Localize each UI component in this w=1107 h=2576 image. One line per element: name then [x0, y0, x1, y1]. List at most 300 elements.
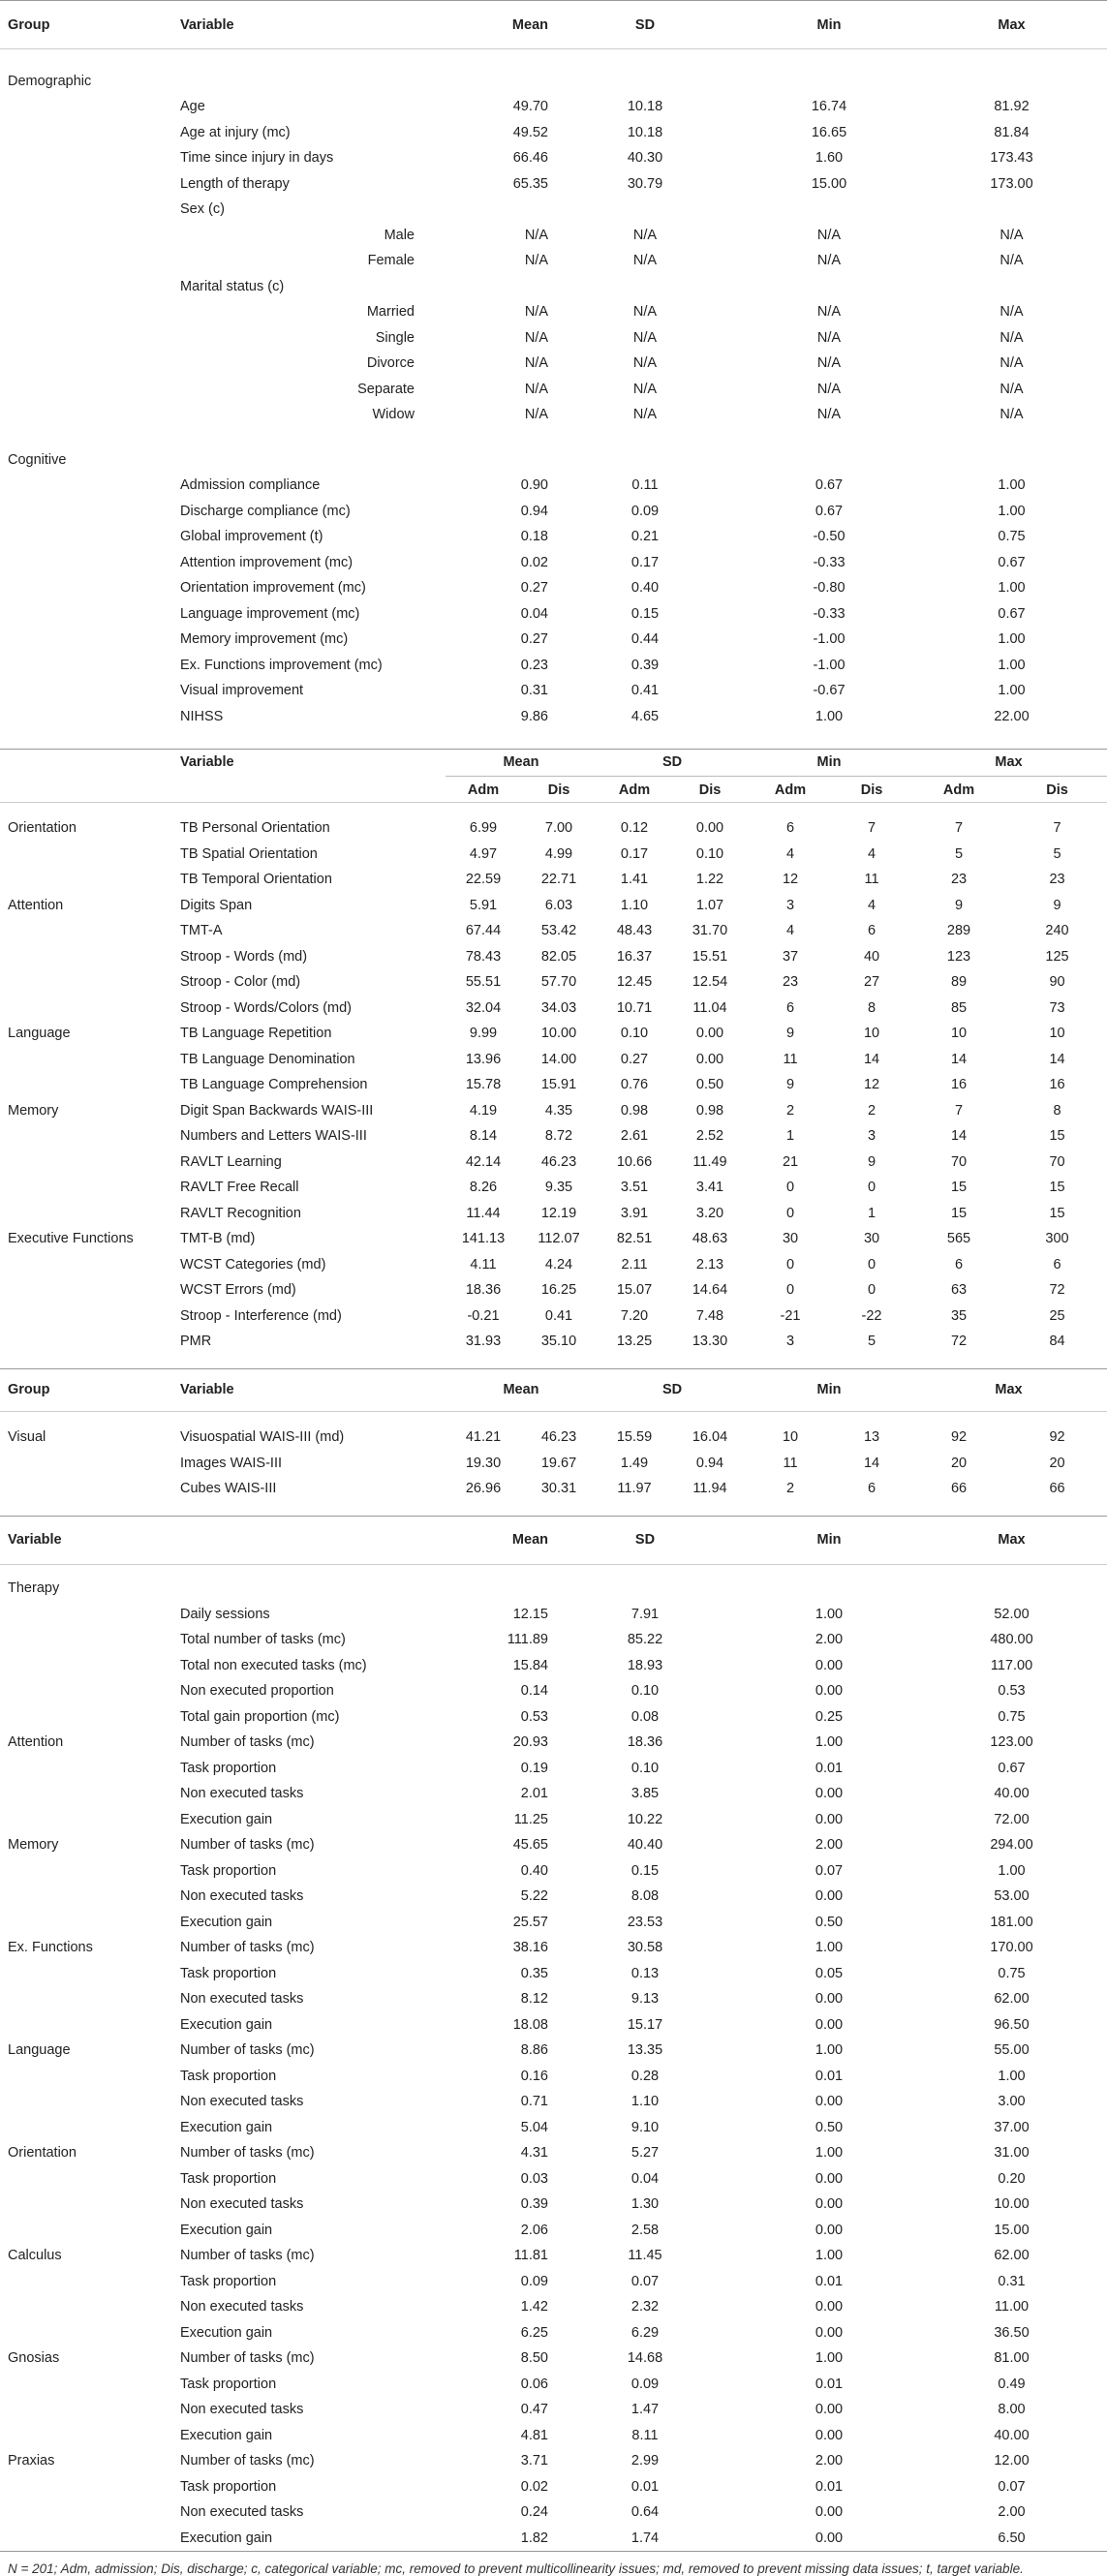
sd-value: 1.74: [548, 2526, 742, 2552]
min-dis-value: 8: [867, 999, 876, 1016]
empty-cell: [0, 2012, 180, 2039]
table-row: [0, 601, 1107, 628]
max-value: 96.50: [994, 2016, 1030, 2033]
sd-adm-value: 48.43: [616, 923, 653, 939]
sd-value: 13.35: [627, 2042, 663, 2059]
mean-adm-value: 67.44: [465, 923, 502, 939]
min-value: 0.25: [815, 1708, 844, 1725]
mean-value: 0.16: [520, 2068, 548, 2084]
subcategory-label: Separate: [357, 381, 415, 397]
max-adm-value: 63: [950, 1282, 968, 1299]
max-value: 31.00: [994, 2145, 1030, 2162]
sd-adm-value: 1.10: [620, 897, 649, 913]
sd-value: 15.17: [627, 2016, 663, 2033]
max-adm-value: 15: [950, 1205, 968, 1221]
min-value: N/A: [816, 381, 842, 397]
empty-cell: [742, 1576, 916, 1602]
table-row: [0, 1704, 1107, 1731]
table-row: [0, 1858, 1107, 1885]
empty-cell: [0, 1329, 180, 1355]
max-adm-value: 66: [950, 1481, 968, 1497]
variable-label: Number of tasks (mc): [180, 1837, 315, 1854]
mean-value: 18.08: [512, 2016, 548, 2033]
empty-cell: [0, 1451, 180, 1477]
empty-cell: [0, 1175, 180, 1201]
max-adm-value: 89: [950, 974, 968, 991]
min-value: 0.67: [815, 477, 844, 494]
variable-label: TMT-A: [180, 923, 223, 939]
empty-cell: [548, 69, 742, 95]
max-value: 1.00: [998, 631, 1026, 648]
variable-label: Stroop - Words/Colors (md): [180, 999, 352, 1016]
spacer-row: [0, 49, 1107, 69]
max-value: 55.00: [994, 2042, 1030, 2059]
max-adm-value: 289: [946, 923, 971, 939]
max-dis-value: 90: [1049, 974, 1065, 991]
mean-value: N/A: [524, 381, 548, 397]
min-dis-value: 0: [867, 1282, 876, 1299]
sd-adm-value: 10.71: [616, 999, 653, 1016]
mean-value: 12.15: [512, 1606, 548, 1622]
table-header-row: [0, 1368, 1107, 1411]
empty-cell: [742, 69, 916, 95]
mean-value: 2.01: [520, 1786, 548, 1802]
mean-dis-value: 19.67: [540, 1455, 577, 1471]
max-dis-value: 5: [1053, 845, 1061, 862]
mean-adm-value: 5.91: [469, 897, 498, 913]
max-value: 81.92: [994, 99, 1030, 115]
max-dis-value: 15: [1049, 1128, 1065, 1145]
min-value: 0.01: [815, 2376, 844, 2392]
mean-value: 45.65: [512, 1837, 548, 1854]
mean-adm-value: 55.51: [465, 974, 502, 991]
sd-value: 8.11: [631, 2427, 659, 2443]
min-dis-value: 6: [867, 923, 876, 939]
table-row: [0, 2166, 1107, 2193]
min-value: 0.50: [815, 2119, 844, 2135]
empty-cell: [0, 2423, 180, 2449]
sd-value: 14.68: [627, 2350, 663, 2367]
variable-label: Non executed tasks: [180, 2196, 304, 2213]
table-row: [0, 550, 1107, 576]
empty-cell: [0, 1986, 180, 2012]
max-adm-value: 5: [954, 845, 964, 862]
sd-dis-value: 11.04: [692, 999, 727, 1016]
min-value: 0.00: [815, 2504, 844, 2521]
sd-adm-value: 0.17: [620, 845, 649, 862]
visual-tests-table: [0, 1368, 1107, 1516]
max-dis-value: 15: [1049, 1205, 1065, 1221]
sd-adm-value: 13.25: [616, 1334, 653, 1350]
col-header-mean: Mean: [446, 750, 597, 776]
max-value: 1.00: [998, 683, 1026, 699]
variable-label: Global improvement (t): [180, 529, 323, 545]
sd-dis-value: 3.41: [695, 1180, 724, 1196]
sd-adm-value: 3.91: [620, 1205, 649, 1221]
sd-dis-value: 48.63: [692, 1231, 728, 1247]
demographic-cognitive-table: [0, 0, 1107, 749]
mean-value: 0.40: [520, 1862, 548, 1879]
empty-cell: [0, 2192, 180, 2218]
variable-label: Non executed tasks: [180, 2094, 304, 2110]
sd-value: 10.18: [627, 124, 663, 140]
variable-label: Execution gain: [180, 1811, 273, 1827]
sd-value: 0.15: [630, 605, 660, 622]
min-value: 0.00: [815, 2324, 844, 2341]
min-value: 0.00: [815, 2196, 844, 2213]
max-value: 1.00: [998, 2068, 1026, 2084]
spacer-row: [0, 428, 1107, 447]
empty-cell: [422, 69, 548, 95]
min-adm-value: 4: [785, 923, 795, 939]
max-adm-value: 123: [946, 948, 971, 965]
spacer-row: [0, 802, 1107, 815]
col-header-sd: SD: [548, 1, 742, 49]
mean-value: 0.31: [520, 683, 548, 699]
group-row: [0, 69, 1107, 95]
table-row: [0, 1425, 1107, 1451]
sd-value: 0.44: [630, 631, 660, 648]
table-row: [0, 996, 1107, 1022]
col-header-max: Max: [910, 750, 1107, 776]
mean-value: 0.14: [520, 1683, 548, 1700]
mean-adm-value: 8.14: [469, 1128, 498, 1145]
empty-cell: [0, 1201, 180, 1227]
mean-value: N/A: [524, 329, 548, 346]
variable-label: Age: [180, 99, 205, 115]
mean-dis-value: 8.72: [544, 1128, 573, 1145]
sd-value: 2.99: [630, 2453, 660, 2469]
sd-value: 0.09: [630, 503, 660, 519]
mean-adm-value: 4.19: [469, 1102, 498, 1119]
table-row: [0, 2269, 1107, 2295]
col-header-min: Min: [742, 1516, 916, 1564]
min-value: 0.50: [815, 1914, 844, 1930]
sd-value: 2.58: [630, 2222, 660, 2238]
empty-cell: [0, 1807, 180, 1833]
min-value: -1.00: [813, 631, 846, 648]
min-adm-value: 12: [782, 872, 799, 888]
mean-value: 15.84: [512, 1657, 548, 1673]
min-value: 0.05: [815, 1965, 844, 1981]
min-value: -1.00: [813, 657, 846, 673]
subcategory-label: Divorce: [366, 355, 415, 372]
mean-value: 38.16: [512, 1940, 548, 1956]
min-value: 0.07: [815, 1862, 844, 1879]
sd-dis-value: 31.70: [692, 923, 728, 939]
min-value: 2.00: [815, 2453, 844, 2469]
min-value: 0.00: [815, 1786, 844, 1802]
max-value: [916, 274, 1107, 300]
mean-adm-value: 4.97: [469, 845, 498, 862]
max-value: 123.00: [990, 1734, 1033, 1751]
variable-label: RAVLT Learning: [180, 1153, 282, 1170]
table-row: [0, 2115, 1107, 2141]
mean-value: 0.71: [520, 2094, 548, 2110]
mean-value: 4.31: [520, 2145, 548, 2162]
mean-adm-value: 141.13: [461, 1231, 506, 1247]
variable-label: Memory improvement (mc): [180, 631, 349, 648]
min-value: N/A: [816, 304, 842, 321]
variable-label: Digit Span Backwards WAIS-III: [180, 1102, 374, 1119]
table-row: [0, 1678, 1107, 1704]
sd-value: 6.29: [630, 2324, 660, 2341]
mean-adm-value: 8.26: [469, 1180, 498, 1196]
mean-adm-value: 42.14: [465, 1153, 502, 1170]
mean-value: 0.94: [520, 503, 548, 519]
col-header-max: Max: [916, 1516, 1107, 1564]
max-adm-value: 16: [950, 1077, 968, 1093]
empty-cell: [0, 842, 180, 868]
empty-cell: [0, 2269, 180, 2295]
empty-cell: [0, 2089, 180, 2115]
col-header-max: Max: [916, 1, 1107, 49]
group-label: Memory: [8, 1837, 59, 1854]
mean-dis-value: 4.24: [544, 1256, 573, 1273]
table-row: [0, 1175, 1107, 1201]
min-adm-value: 30: [782, 1231, 799, 1247]
sd-value: 0.41: [630, 683, 660, 699]
mean-adm-value: 19.30: [465, 1455, 502, 1471]
group-label: Praxias: [8, 2453, 55, 2469]
col-header-sd: SD: [548, 1516, 742, 1564]
table-subheader-row: [0, 776, 1107, 803]
table-row: [0, 120, 1107, 146]
empty-cell: [0, 145, 180, 171]
spacer-row: [0, 1564, 1107, 1576]
variable-label: Number of tasks (mc): [180, 2145, 315, 2162]
variable-label: Task proportion: [180, 2273, 277, 2289]
max-value: N/A: [999, 355, 1024, 372]
empty-cell: [0, 2526, 180, 2552]
sd-value: 7.91: [630, 1606, 660, 1622]
mean-value: 0.23: [520, 657, 548, 673]
group-label: Attention: [8, 1734, 64, 1751]
sd-adm-value: 10.66: [616, 1153, 653, 1170]
col-header-mean: Mean: [422, 1516, 548, 1564]
table-row: [0, 2320, 1107, 2346]
sd-dis-value: 0.50: [695, 1077, 724, 1093]
empty-cell: [548, 447, 742, 474]
empty-cell: [0, 1781, 180, 1807]
group-label: Gnosias: [8, 2350, 60, 2367]
min-dis-value: 40: [863, 948, 880, 965]
max-dis-value: 8: [1053, 1102, 1061, 1119]
empty-cell: [0, 1476, 180, 1502]
mean-value: 0.19: [520, 1760, 548, 1776]
mean-dis-value: 35.10: [540, 1334, 577, 1350]
sd-dis-value: 12.54: [692, 974, 728, 991]
sd-dis-value: 14.64: [692, 1282, 728, 1299]
group-label: Calculus: [8, 2248, 62, 2264]
max-dis-value: 10: [1049, 1026, 1065, 1042]
sd-value: 18.93: [627, 1657, 663, 1673]
empty-cell: [0, 2320, 180, 2346]
mean-value: 5.22: [520, 1888, 548, 1905]
min-value: 16.74: [811, 99, 847, 115]
table-row: [0, 223, 1107, 249]
sd-value: 1.30: [630, 2196, 660, 2213]
mean-dis-value: 34.03: [540, 999, 577, 1016]
table-row: [0, 1226, 1107, 1252]
max-dis-value: 84: [1049, 1334, 1065, 1350]
sd-value: 4.65: [630, 708, 660, 724]
max-value: 40.00: [994, 2427, 1030, 2443]
table-row: [0, 274, 1107, 300]
mean-dis-value: 4.99: [544, 845, 573, 862]
variable-label: Number of tasks (mc): [180, 2042, 315, 2059]
mean-adm-value: 32.04: [465, 999, 502, 1016]
mean-adm-value: 9.99: [469, 1026, 498, 1042]
sd-dis-value: 1.22: [695, 872, 724, 888]
variable-label: Non executed tasks: [180, 1991, 304, 2008]
min-adm-value: 10: [782, 1429, 799, 1446]
group-label: Demographic: [8, 73, 92, 89]
sd-value: 1.10: [630, 2094, 660, 2110]
variable-label: Ex. Functions improvement (mc): [180, 657, 383, 673]
variable-label: Task proportion: [180, 1862, 277, 1879]
min-dis-value: 13: [863, 1429, 880, 1446]
mean-value: 0.90: [520, 477, 548, 494]
table-row: [0, 1098, 1107, 1124]
mean-value: 0.02: [520, 554, 548, 570]
min-value: -0.33: [813, 605, 846, 622]
min-dis-value: 9: [867, 1153, 876, 1170]
min-adm-value: 23: [782, 974, 799, 991]
table-footnote: N = 201; Adm, admission; Dis, discharge; c, categorical variable; mc, removed to prevent multicollinearity issues; md, removed to prevent missing data issues; t, target variable.: [8, 2561, 1024, 2576]
min-value: N/A: [816, 355, 842, 372]
max-dis-value: 23: [1049, 872, 1065, 888]
empty-cell: [0, 944, 180, 970]
empty-cell: [0, 248, 180, 274]
min-value: 0.00: [815, 2094, 844, 2110]
table-row: [0, 1602, 1107, 1628]
min-dis-value: 12: [863, 1077, 880, 1093]
min-value: 1.00: [815, 2145, 844, 2162]
max-dis-value: 16: [1049, 1077, 1065, 1093]
empty-cell: [0, 1910, 180, 1936]
variable-label: Execution gain: [180, 2016, 273, 2033]
sd-dis-value: 2.52: [695, 1128, 724, 1145]
sd-value: 0.15: [630, 1862, 660, 1879]
mean-value: 1.42: [520, 2299, 548, 2315]
variable-label: Execution gain: [180, 2119, 273, 2135]
max-adm-value: 85: [950, 999, 968, 1016]
table-row: [0, 1756, 1107, 1782]
table-row: [0, 918, 1107, 944]
min-adm-value: 11: [783, 1051, 798, 1067]
min-value: 0.01: [815, 2478, 844, 2495]
min-dis-value: 6: [867, 1481, 876, 1497]
empty-cell: [422, 1576, 548, 1602]
empty-cell: [0, 1252, 180, 1278]
variable-label: Total gain proportion (mc): [180, 1708, 340, 1725]
table-row: [0, 2397, 1107, 2423]
variable-label: Non executed tasks: [180, 2299, 304, 2315]
min-value: 0.00: [815, 2427, 844, 2443]
table-row: [0, 1627, 1107, 1653]
table-row: [0, 1730, 1107, 1756]
group-label: Attention: [8, 897, 64, 913]
empty-cell: [0, 1047, 180, 1073]
min-value: 0.00: [815, 1683, 844, 1700]
max-dis-value: 6: [1053, 1256, 1061, 1273]
variable-label: Discharge compliance (mc): [180, 503, 351, 519]
min-dis-value: 27: [863, 974, 880, 991]
sd-value: N/A: [632, 329, 658, 346]
sd-adm-value: 0.27: [620, 1051, 649, 1067]
variable-label: Non executed tasks: [180, 1888, 304, 1905]
empty-cell: [180, 1576, 422, 1602]
group-label: Executive Functions: [8, 1231, 134, 1247]
variable-label: TB Personal Orientation: [180, 820, 330, 837]
mean-adm-value: 4.11: [470, 1256, 497, 1273]
table-header-row: [0, 1516, 1107, 1564]
sd-value: N/A: [632, 253, 658, 269]
table-row: [0, 2089, 1107, 2115]
sd-dis-value: 1.07: [695, 897, 724, 913]
table-row: [0, 1303, 1107, 1330]
neuropsych-tests-table: [0, 749, 1107, 1368]
mean-value: 65.35: [512, 175, 548, 192]
table-row: [0, 1021, 1107, 1047]
subcategory-label: Married: [366, 304, 415, 321]
variable-label: Execution gain: [180, 1914, 273, 1930]
table-row: [0, 2038, 1107, 2064]
col-header-min: Min: [748, 750, 910, 776]
sd-value: 85.22: [627, 1632, 663, 1648]
sd-value: 0.40: [630, 580, 660, 597]
table-row: [0, 893, 1107, 919]
variable-label: Numbers and Letters WAIS-III: [180, 1128, 367, 1145]
min-adm-value: 6: [785, 820, 795, 837]
table3-body: [0, 1411, 1107, 1516]
empty-cell: [0, 1303, 180, 1330]
table-row: [0, 145, 1107, 171]
empty-cell: [0, 377, 180, 403]
group-label: Visual: [8, 1429, 46, 1446]
min-value: 0.01: [815, 2068, 844, 2084]
empty-cell: [0, 1678, 180, 1704]
max-adm-value: 20: [950, 1455, 968, 1471]
mean-value: 5.04: [520, 2119, 548, 2135]
col-header-group: Group: [0, 1368, 180, 1411]
mean-dis-value: 16.25: [540, 1282, 577, 1299]
mean-value: 0.53: [520, 1708, 548, 1725]
min-value: [742, 197, 916, 223]
min-adm-value: 3: [785, 1334, 795, 1350]
variable-label: WCST Categories (md): [180, 1256, 326, 1273]
min-value: 0.00: [815, 1811, 844, 1827]
min-adm-value: -21: [780, 1307, 801, 1324]
min-adm-value: 9: [785, 1077, 795, 1093]
variable-label: Task proportion: [180, 2478, 277, 2495]
table-row: [0, 1123, 1107, 1150]
sd-dis-value: 2.13: [695, 1256, 724, 1273]
sd-dis-value: 0.00: [695, 1026, 724, 1042]
empty-cell: [916, 69, 1107, 95]
mean-value: 8.12: [520, 1991, 548, 2008]
col-header-variable: Variable: [180, 1368, 446, 1411]
empty-cell: [0, 1884, 180, 1910]
col-header-mean: Mean: [422, 1, 548, 49]
sd-value: 0.21: [630, 529, 660, 545]
max-value: 173.43: [990, 150, 1033, 167]
mean-dis-value: 112.07: [538, 1231, 580, 1247]
min-value: 0.00: [815, 1991, 844, 2008]
sd-value: 0.10: [630, 1683, 660, 1700]
table-row: [0, 842, 1107, 868]
